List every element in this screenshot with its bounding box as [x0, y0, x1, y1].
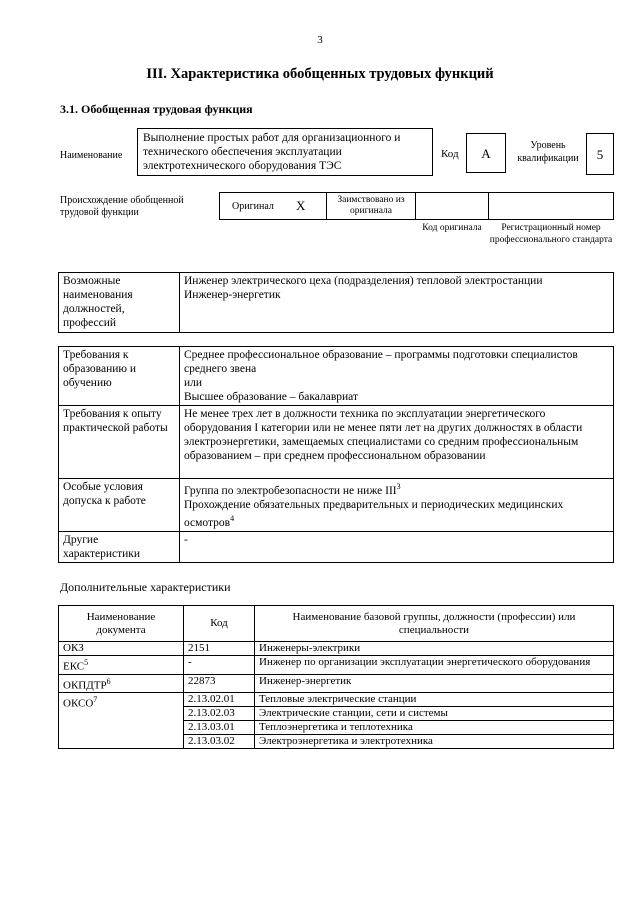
col-header-doc: Наименование документа [59, 606, 184, 642]
page-number: 3 [317, 34, 323, 46]
code-label: Код [441, 148, 459, 160]
footnote-ref: 7 [93, 695, 98, 705]
req-admission-label: Особые условия допуска к работе [59, 479, 180, 532]
row-name: Инженер-энергетик [255, 674, 614, 693]
original-label: Оригинал [232, 201, 274, 212]
footnote-ref: 6 [106, 676, 111, 686]
row-doc: ОКСО$^7$ [59, 693, 184, 749]
row-doc: ЕКС$^5$ [59, 656, 184, 675]
req-other-label: Другие характеристики [59, 531, 180, 562]
reg-number-cell [488, 192, 614, 220]
req-admission-value [180, 479, 614, 532]
req-other-value: - [180, 531, 614, 562]
section-title: III. Характеристика обобщенных трудовых функций [146, 66, 494, 82]
positions-label: Возможные наименования должностей, профессий [59, 273, 180, 333]
requirements-table [58, 346, 614, 563]
table-row [59, 674, 614, 693]
req-experience-label: Требования к опыту практической работы [59, 406, 180, 479]
table-row [59, 642, 614, 656]
req-admission-line: Прохождение обязательных предварительных и периодических медицинских осмотров$^4$ [184, 498, 564, 529]
borrowed-cell: Заимствовано из оригинала [326, 192, 416, 220]
row-code: 2.13.03.02 [184, 735, 255, 749]
row-name: Инженеры-электрики [255, 642, 614, 656]
reg-number-label: Регистрационный номер профессионального стандарта [489, 223, 613, 245]
position-1: Инженер электрического цеха (подразделения) тепловой электростанции [184, 275, 543, 287]
row-code: - [184, 656, 255, 675]
row-code: 2151 [184, 642, 255, 656]
additional-title: Дополнительные характеристики [60, 580, 231, 594]
req-education-line: Среднее профессиональное образование – программы подготовки специалистов среднего звена [184, 349, 578, 375]
footnote-ref: 4 [230, 513, 235, 523]
req-education-label: Требования к образованию и обучению [59, 347, 180, 406]
row-code: 2.13.02.03 [184, 707, 255, 721]
row-name: Электрические станции, сети и системы [255, 707, 614, 721]
original-mark: X [296, 198, 306, 213]
row-code: 2.13.02.01 [184, 693, 255, 707]
positions-table [58, 272, 614, 333]
col-header-name: Наименование базовой группы, должности (профессии) или специальности [255, 606, 614, 642]
row-code: 2.13.03.01 [184, 721, 255, 735]
footnote-ref: 5 [84, 658, 89, 667]
original-cell [219, 192, 327, 220]
row-code: 22873 [184, 674, 255, 693]
code-value: A [466, 133, 506, 173]
req-experience-value: Не менее трех лет в должности техника по эксплуатации энергетического оборудования I категории или не менее пяти лет на других должностях в области электроэнергетики, замещаемых специалистами со средним профессиональным образованием – при среднем профессиональном образовании [180, 406, 614, 479]
table-row [59, 656, 614, 675]
row-doc: ОКЗ [59, 642, 184, 656]
subsection-title: 3.1. Обобщенная трудовая функция [60, 102, 253, 116]
level-label: Уровень квалификации [517, 140, 579, 164]
row-name: Инженер по организации эксплуатации энергетического оборудования [255, 656, 614, 675]
row-doc: ОКПДТР$^6$ [59, 674, 184, 693]
req-education-value [180, 347, 614, 406]
row-name: Теплоэнергетика и теплотехника [255, 721, 614, 735]
function-name: Выполнение простых работ для организационного и технического обеспечения эксплуатации электротехнического оборудования ТЭС [137, 128, 433, 176]
col-header-code: Код [184, 606, 255, 642]
req-education-line: Высшее образование – бакалавриат [184, 391, 358, 403]
table-row [59, 693, 614, 707]
name-label: Наименование [60, 150, 123, 161]
footnote-ref: 3 [396, 482, 401, 491]
req-education-line: или [184, 377, 203, 389]
origin-label: Происхождение обобщенной трудовой функции [60, 195, 184, 218]
row-name: Электроэнергетика и электротехника [255, 735, 614, 749]
code-original-cell [415, 192, 489, 220]
code-original-label: Код оригинала [422, 223, 482, 233]
position-2: Инженер-энергетик [184, 289, 281, 301]
row-name: Тепловые электрические станции [255, 693, 614, 707]
req-admission-line: Группа по электробезопасности не ниже III$^3$ [184, 482, 401, 497]
positions-values [180, 273, 614, 333]
additional-table [58, 605, 614, 749]
level-value: 5 [586, 133, 614, 175]
